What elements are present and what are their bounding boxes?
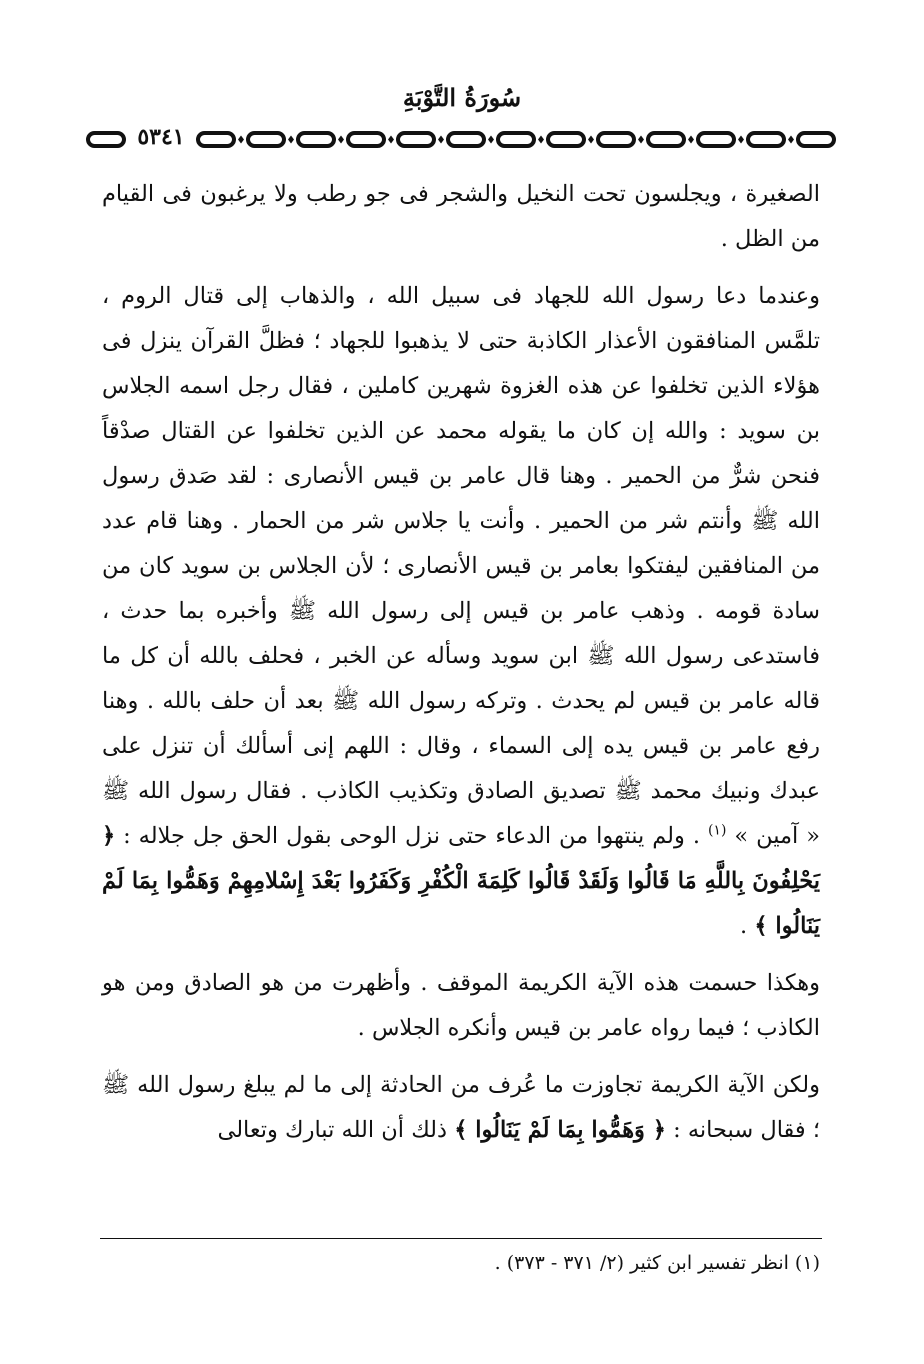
surah-title: سُورَةُ التَّوْبَةِ [402, 83, 522, 112]
paragraph-3: وهكذا حسمت هذه الآية الكريمة الموقف . وأظهرت من هو الصادق ومن هو الكاذب ؛ فيما رواه عامر بن قيس وأنكره الجلاس . [102, 970, 820, 1041]
footnote: (١) انظر تفسير ابن كثير (٢/ ٣٧١ - ٣٧٣) . [494, 1252, 820, 1274]
quran-verse-2: ﴿ وَهَمُّوا بِمَا لَمْ يَنَالُوا ﴾ [454, 1117, 666, 1143]
paragraph-1: الصغيرة ، ويجلسون تحت النخيل والشجر فى جو رطب ولا يرغبون فى القيام من الظل . [102, 181, 820, 252]
paragraph-2-tail: . ولم ينتهوا من الدعاء حتى نزل الوحى بقول الحق جل جلاله : [123, 823, 700, 849]
paragraph-4-end: ذلك أن الله تبارك وتعالى [217, 1117, 448, 1143]
paragraph-2-text: وعندما دعا رسول الله للجهاد فى سبيل الله ، والذهاب إلى قتال الروم ، تلمَّس المنافقون الأعذار الكاذبة حتى لا يذهبوا للجهاد ؛ فظلَّ القرآن ينزل فى هؤلاء الذين تخلفوا عن هذه الغزوة شهرين كاملين ، فقال رجل اسمه الجلاس بن سويد : والله إن كان ما يقوله محمد عن الذين تخلفوا عن القتال صدْقاً فنحن شرٌّ من الحمير . وهنا قال عامر بن قيس الأنصارى : لقد صَدق رسول الله ﷺ وأنتم شر من الحمير . وأنت يا جلاس شر من الحمار . وهنا قام عدد من المنافقين ليفتكوا بعامر بن قيس الأنصارى ؛ لأن الجلاس بن سويد كان من سادة قومه . وذهب عامر بن قيس إلى رسول الله ﷺ وأخبره بما حدث ، فاستدعى رسول الله ﷺ ابن سويد وسأله عن الخبر ، فحلف بالله أن كل ما قاله عامر بن قيس لم يحدث . وتركه رسول الله ﷺ بعد أن حلف بالله . وهنا رفع عامر بن قيس يده إلى السماء ، وقال : اللهم إنى أسألك أن تنزل على عبدك ونبيك محمد ﷺ تصديق الصادق وتكذيب الكاذب . فقال رسول الله ﷺ « آمين » [102, 283, 821, 849]
footnote-separator [100, 1238, 822, 1239]
page-number: ٥٣٤١ [137, 124, 185, 150]
footnote-reference: (١) [707, 822, 727, 839]
quran-verse-1: ﴿ يَحْلِفُونَ بِاللَّهِ مَا قَالُوا وَلَقَدْ قَالُوا كَلِمَةَ الْكُفْرِ وَكَفَرُوا بَعْدَ إِسْلامِهِمْ وَهَمُّوا بِمَا لَمْ يَنَالُوا ﴾ [102, 823, 820, 939]
paragraph-4-start: ولكن الآية الكريمة تجاوزت ما عُرف من الحادثة إلى ما لم يبلغ رسول الله ﷺ ؛ فقال سبحانه : [102, 1072, 820, 1143]
verse-1-end: . [740, 913, 748, 939]
ornamental-border [86, 128, 838, 152]
paragraph-4 [102, 1063, 820, 1153]
paragraph-2 [102, 274, 820, 949]
body-text [102, 172, 820, 1153]
